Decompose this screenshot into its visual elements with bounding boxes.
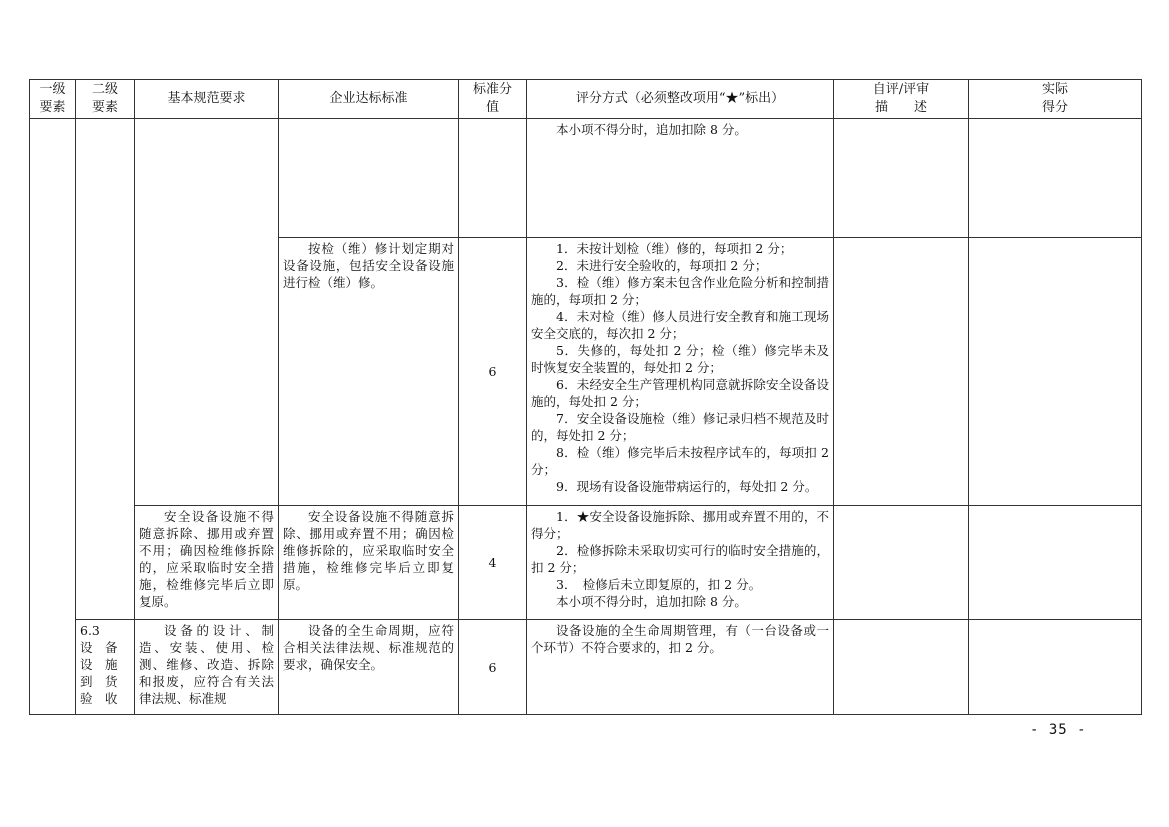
scoring-cell [527, 620, 834, 715]
scoring-line: 1．未按计划检（维）修的，每项扣 2 分； [556, 241, 793, 256]
scoring-line: 2．未进行安全验收的，每项扣 2 分； [556, 258, 768, 273]
header-level1-element: 一级 要素 [30, 80, 76, 119]
scoring-line: 2．检修拆除未采取切实可行的临时安全措施的，扣 2 分； [531, 543, 829, 575]
scoring-cell [527, 119, 834, 238]
requirement-cell: 设备的设计、制造、安装、使用、检测、维修、改造、拆除和报废，应符合有关法律法规、标准规 [135, 620, 279, 715]
scoring-line: 本小项不得分时，追加扣除 8 分。 [556, 122, 747, 137]
header-basic-requirement: 基本规范要求 [135, 80, 279, 119]
standard-cell [279, 119, 459, 238]
actual-score-cell [969, 620, 1142, 715]
level1-element-cell [30, 119, 76, 715]
scoring-line: 5．失修的，每处扣 2 分；检（维）修完毕未及时恢复安全装置的，每处扣 2 分； [531, 343, 829, 375]
standard-cell: 安全设备设施不得随意拆除、挪用或弃置不用；确因检维修拆除的，应采取临时安全措施，检维修完毕后立即复原。 [279, 506, 459, 620]
page-number: - 35 - [1030, 722, 1087, 738]
level2-element-cell [76, 119, 135, 620]
requirement-cell: 安全设备设施不得随意拆除、挪用或弃置不用；确因检维修拆除的，应采取临时安全措施，检维修完毕后立即复原。 [135, 506, 279, 620]
scoring-line: 9．现场有设备设施带病运行的，每处扣 2 分。 [556, 479, 818, 494]
self-evaluation-cell [834, 620, 969, 715]
header-enterprise-standard: 企业达标标准 [279, 80, 459, 119]
scoring-line: 1．★安全设备设施拆除、挪用或弃置不用的，不得分； [531, 509, 829, 541]
header-actual-score: 实际 得分 [969, 80, 1142, 119]
table-row [30, 119, 1142, 238]
table-row [30, 620, 1142, 715]
scoring-line: 4．未对检（维）修人员进行安全教育和施工现场安全交底的，每次扣 2 分； [531, 309, 829, 341]
scoring-line: 8．检（维）修完毕后未按程序试车的，每项扣 2 分； [531, 445, 829, 477]
table-row [30, 506, 1142, 620]
scoring-line: 本小项不得分时，追加扣除 8 分。 [556, 594, 747, 609]
scoring-cell [527, 506, 834, 620]
standard-cell: 设备的全生命周期，应符合相关法律法规、标准规范的要求，确保安全。 [279, 620, 459, 715]
level2-element-cell: 6.3 设 备 设 施 到 货 验 收 [76, 620, 135, 715]
self-evaluation-cell [834, 119, 969, 238]
header-standard-score: 标准分 值 [459, 80, 527, 119]
header-level2-element: 二级 要素 [76, 80, 135, 119]
score-cell: 4 [459, 506, 527, 620]
scoring-line: 设备设施的全生命周期管理，有（一台设备或一个环节）不符合要求的，扣 2 分。 [531, 623, 829, 655]
score-cell [459, 119, 527, 238]
header-scoring-method: 评分方式（必须整改项用“★”标出） [527, 80, 834, 119]
scoring-line: 6．未经安全生产管理机构同意就拆除安全设备设施的，每处扣 2 分； [531, 377, 829, 409]
requirement-cell [135, 119, 279, 506]
header-self-evaluation: 自评/评审 描 述 [834, 80, 969, 119]
score-cell: 6 [459, 238, 527, 506]
actual-score-cell [969, 119, 1142, 238]
self-evaluation-cell [834, 506, 969, 620]
self-evaluation-cell [834, 238, 969, 506]
standard-cell: 按检（维）修计划定期对设备设施，包括安全设备设施进行检（维）修。 [279, 238, 459, 506]
scoring-line: 7．安全设备设施检（维）修记录归档不规范及时的，每处扣 2 分； [531, 411, 829, 443]
scoring-line: 3．检（维）修方案未包含作业危险分析和控制措施的，每项扣 2 分； [531, 275, 829, 307]
scoring-cell [527, 238, 834, 506]
actual-score-cell [969, 506, 1142, 620]
scoring-line: 3． 检修后未立即复原的，扣 2 分。 [556, 577, 762, 592]
header-row [30, 80, 1142, 119]
standards-table [29, 79, 1142, 715]
actual-score-cell [969, 238, 1142, 506]
score-cell: 6 [459, 620, 527, 715]
